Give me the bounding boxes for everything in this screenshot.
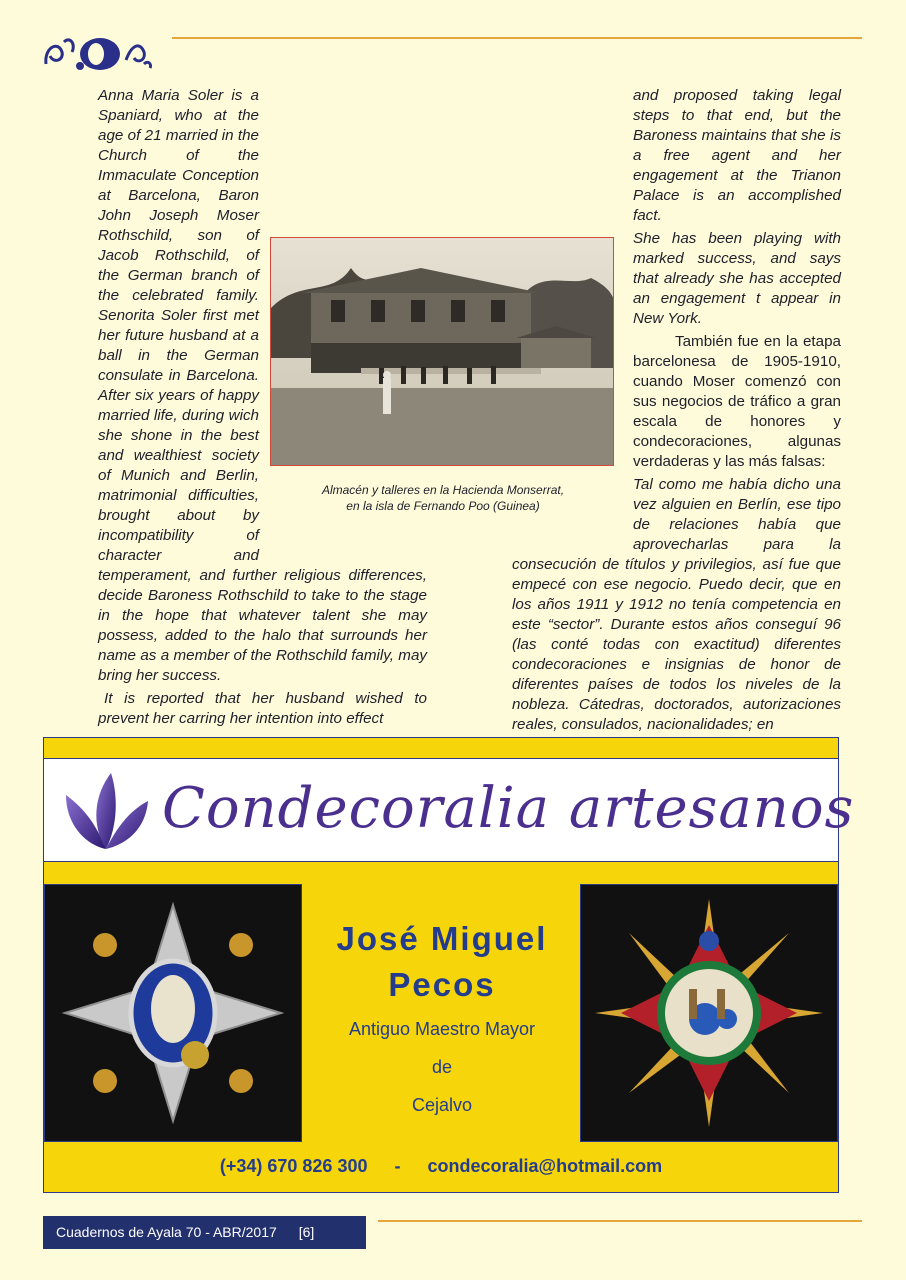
paragraph: She has been playing with marked success, and says that already she has accepted an engagement t appear in New York. <box>633 230 841 327</box>
publication-title: Cuadernos de Ayala 70 - ABR/2017 <box>56 1224 277 1240</box>
header-rule <box>172 37 862 39</box>
name-line: José Miguel <box>336 920 548 957</box>
phone-number: (+34) 670 826 300 <box>219 1156 368 1176</box>
isabel-catolica-medal-image <box>580 884 838 1142</box>
title-line: de <box>431 1057 453 1077</box>
tulip-icon <box>56 765 156 857</box>
brand-banner <box>44 758 855 862</box>
photo-caption <box>290 482 596 514</box>
caption-line: Almacén y talleres en la Hacienda Monserrat, <box>321 483 565 497</box>
footer-rule <box>378 1220 862 1222</box>
contact-line <box>44 1156 838 1177</box>
hacienda-photo <box>270 237 614 466</box>
paragraph: También fue en la etapa barcelonesa de 1905-1910, cuando Moser comenzó con sus negocios de tráfico a gran escala de honores y condecoraciones, algunas verdaderas y las más falsas: <box>633 333 841 470</box>
page-number: [6] <box>298 1224 315 1240</box>
footer-label <box>43 1216 366 1249</box>
artisan-name <box>304 916 580 1008</box>
name-line: Pecos <box>388 966 496 1003</box>
caption-line: en la isla de Fernando Poo (Guinea) <box>346 499 540 513</box>
paragraph: It is reported that her husband wished to prevent her carring her intention into effect <box>98 690 427 727</box>
paragraph: and proposed taking legal steps to that end, but the Baroness maintains that she is a free agent and her engagement at the Trianon Palace is an accomplished fact. <box>633 87 841 224</box>
maltese-cross-medal-image <box>44 884 302 1142</box>
title-line: Antiguo Maestro Mayor <box>348 1019 536 1039</box>
brand-name: Condecoralia artesanos <box>162 776 855 841</box>
email-address: condecoralia@hotmail.com <box>427 1156 663 1176</box>
condecoralia-advertisement <box>43 737 855 1193</box>
title-line: Cejalvo <box>411 1095 473 1115</box>
ayala-logo-icon <box>40 30 155 76</box>
contact-separator: - <box>394 1156 401 1176</box>
paragraph: Tal como me había dicho una vez alguien en Berlín, ese tipo de relaciones había que aprovecharlas para la consecución de títulos y privilegios, así fue que empecé con ese negocio. Puedo decir, que en los años 1911 y 1912 no tenía competencia en este “sector”. Durante estos años conseguí 96 (las conté todas con exactitud) diferentes condecoraciones e insignias de honor de diferentes países de todos los niveles de la nobleza. Cátedras, doctorados, autorizaciones reales, consulados, nacionalidades; en <box>512 476 841 733</box>
artisan-title <box>304 1010 580 1124</box>
paragraph: Anna Maria Soler is a Spaniard, who at the age of 21 married in the Church of the Immaculate Conception at Barcelona, Baron John Joseph Moser Rothschild, son of Jacob Rothschild, of the German branch of the celebrated family. Senorita Soler first met her future husband at a ball in the German consulate in Barcelona. After six years of happy married life, during wich she shone in the best and wealthiest society of Munich and Berlin, matrimonial difficulties, brought about by incompatibility of character and temperament, and further religious differences, decide Baroness Rothschild to take to the stage in the hope that whatever talent she may possess, added to the halo that surrounds her name as a member of the Rothschild family, may bring her success. <box>98 87 427 684</box>
